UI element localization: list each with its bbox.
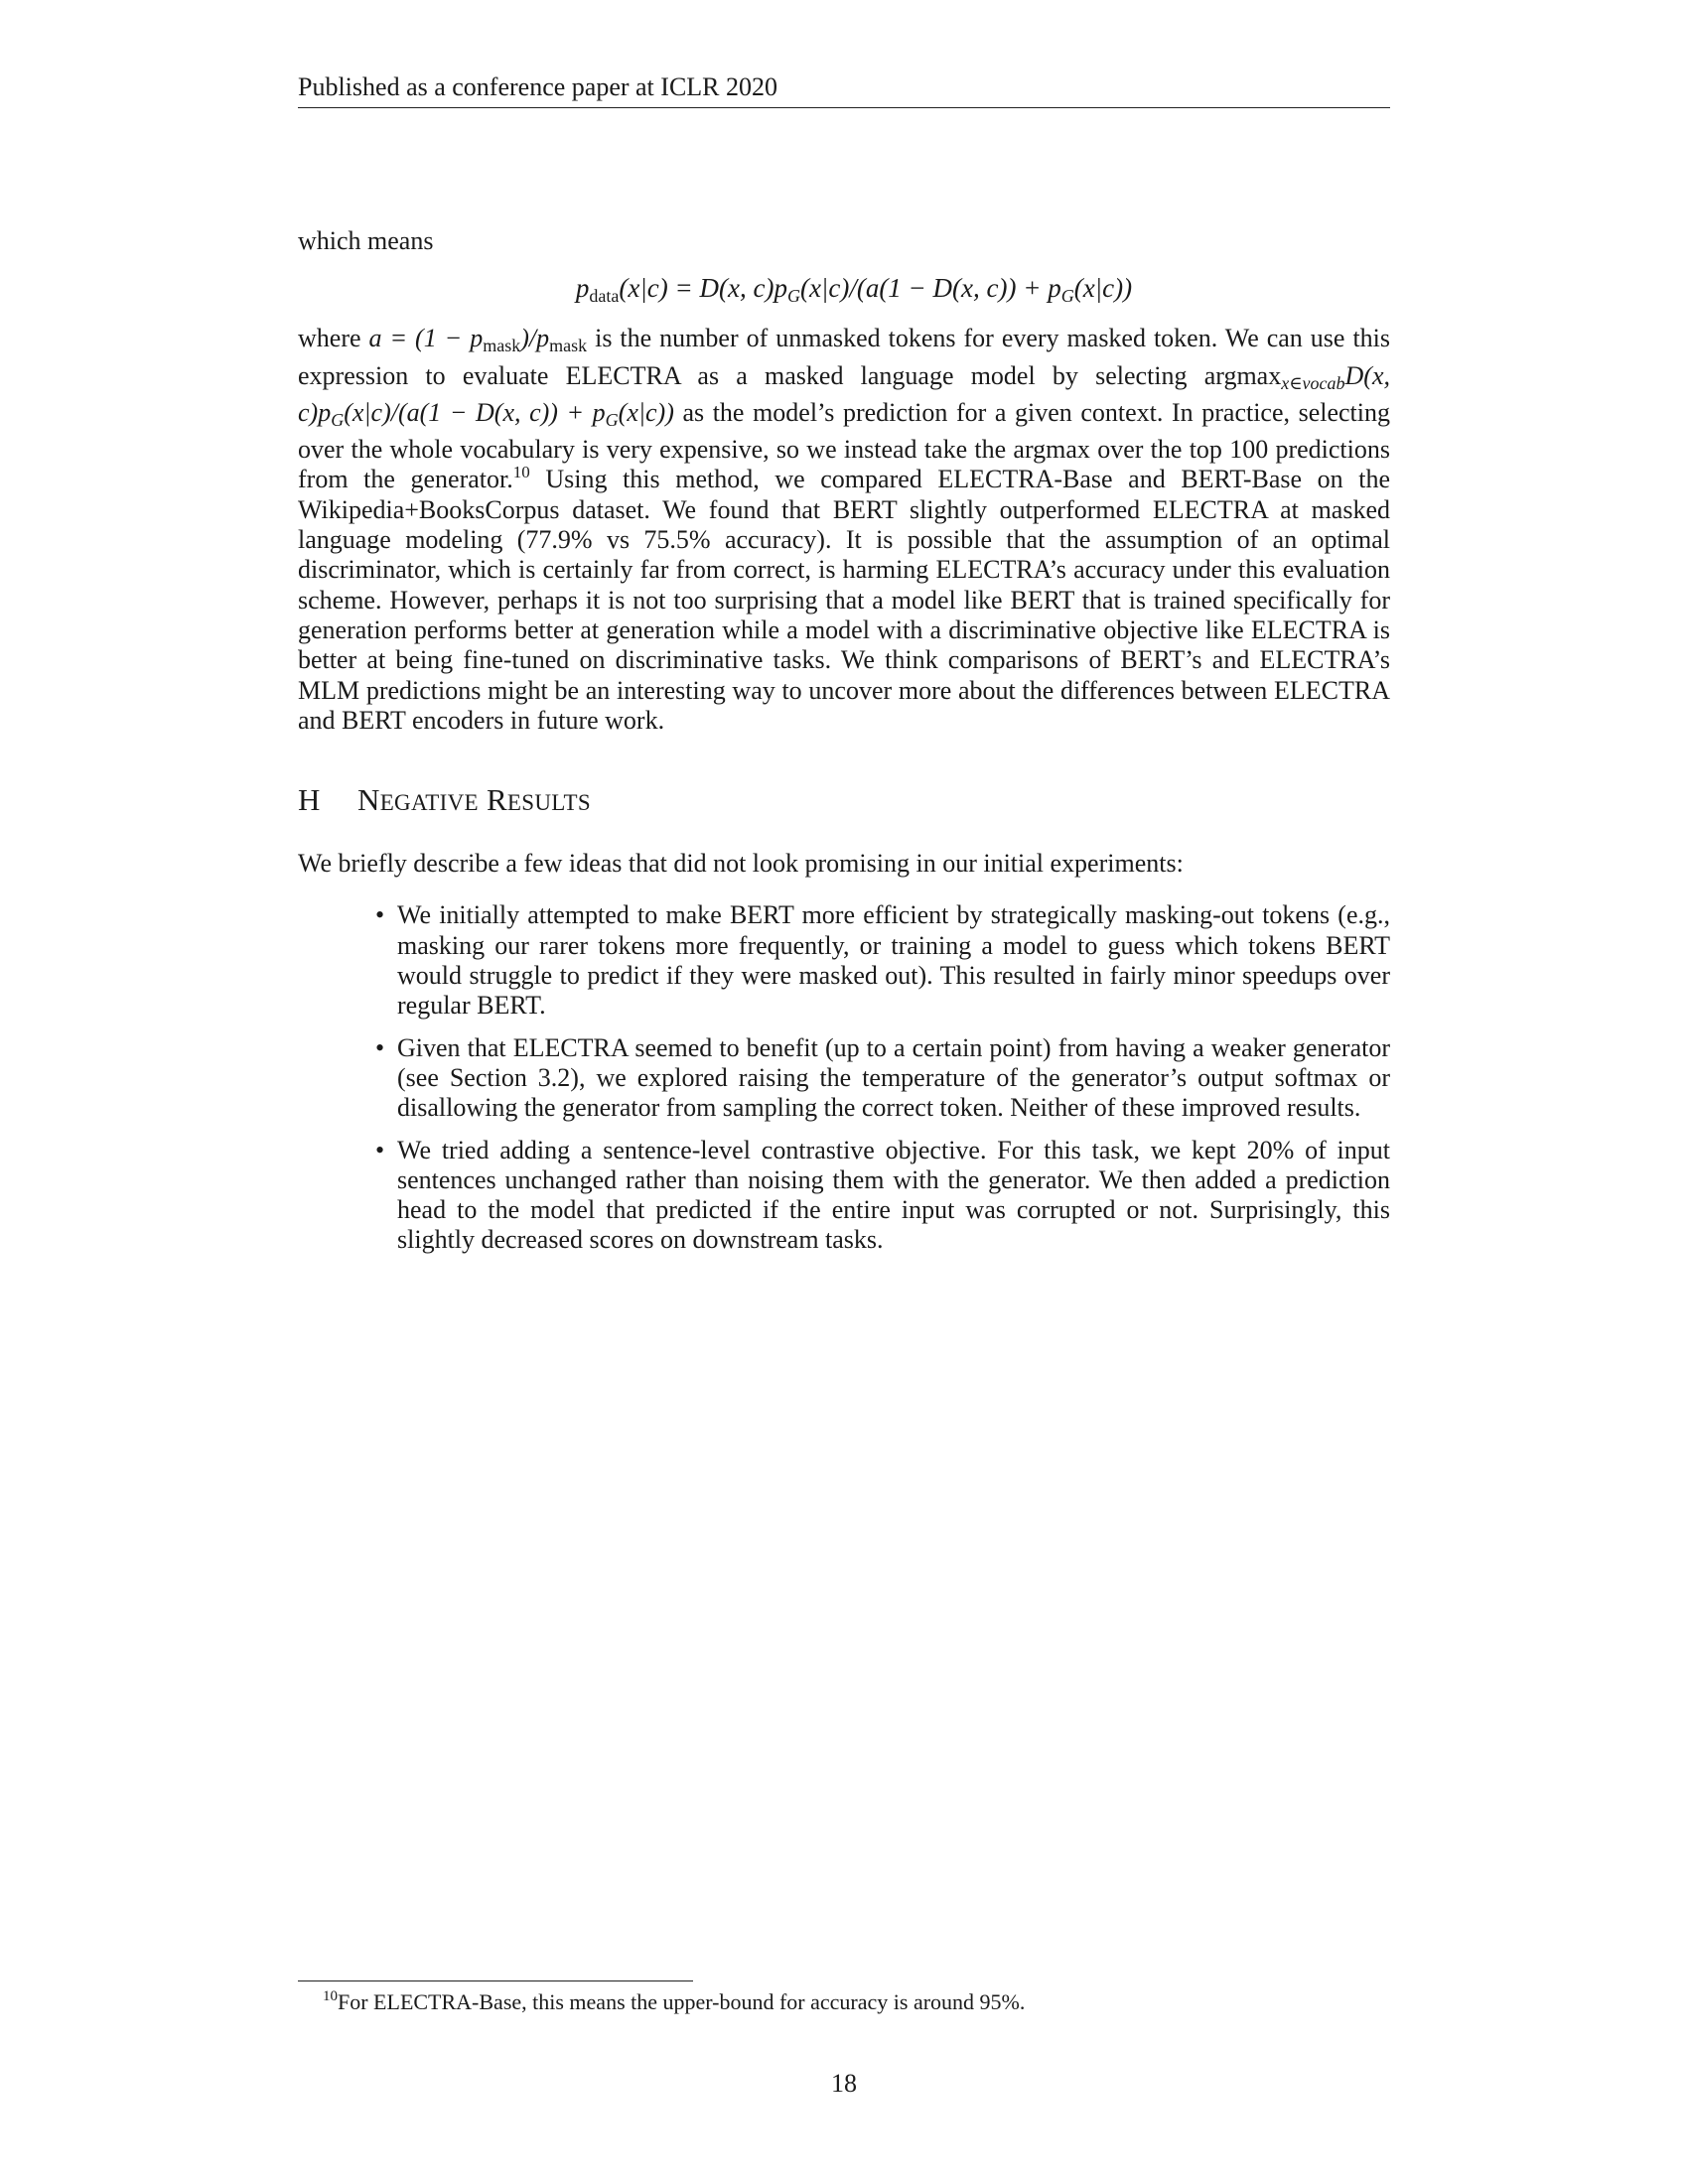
- footnote-text: For ELECTRA-Base, this means the upper-bound for accuracy is around 95%.: [338, 1989, 1026, 2014]
- negative-results-list: [298, 900, 1390, 1255]
- bullet-icon: •: [375, 900, 385, 930]
- section-title: NEGATIVE RESULTS: [357, 782, 591, 818]
- page-content: [298, 226, 1390, 1268]
- bullet-icon: •: [375, 1032, 385, 1062]
- equation-pdata: $p_{data}(x|c) = D(x$, c)pG(x|c)/(a(1 − D(x, c)) + pG(x|c)): [575, 273, 1133, 307]
- running-header: Published as a conference paper at ICLR 2020: [298, 69, 1390, 108]
- list-item: • Given that ELECTRA seemed to benefit (up to a certain point) from having a weaker generator (see Section 3.2), we explored raising the temperature of the generator’s output softmax or disallowing the generator from sampling the correct token. Neither of these improved results.: [375, 1032, 1390, 1123]
- list-item: • We initially attempted to make BERT more efficient by strategically masking-out tokens (e.g., masking our rarer tokens more frequently, or training a model to guess which tokens BERT would struggle to predict if they were masked out). This resulted in fairly minor speedups over regular BERT.: [375, 900, 1390, 1021]
- footnote-divider: [298, 1980, 693, 1981]
- paper-page: [298, 0, 1390, 2184]
- footnote-reference[interactable]: 10: [512, 463, 530, 482]
- section-heading: [298, 780, 1390, 823]
- section-number: H: [298, 782, 321, 818]
- bullet-icon: •: [375, 1135, 385, 1164]
- list-item: • We tried adding a sentence-level contrastive objective. For this task, we kept 20% of input sentences unchanged rather than noising them with the generator. We then added a prediction head to the model that predicted if the entire input was corrupted or not. Surprisingly, this slightly decreased scores on downstream tasks.: [375, 1135, 1390, 1255]
- footnote: [323, 1988, 1390, 2016]
- page-number: 18: [831, 2069, 857, 2098]
- lead-in-text: which means: [298, 226, 434, 255]
- section-intro: We briefly describe a few ideas that did not look promising in our initial experiments:: [298, 849, 1184, 879]
- footnote-mark: 10: [323, 1988, 338, 2004]
- paragraph-mlm-evaluation: where $a = (1 - p_{mask})/p_{mask}$ is the number of unmasked tokens for every masked token. We can use this expression to evaluate ELECTRA as a masked language model by selecting argmaxx∈vocabD(x, c)pG(x|c)/(a(1 − D(x, c)) + pG(x|c)) as the model’s prediction for a given context. In practice, selecting over the whole vocabulary is very expensive, so we instead take the argmax over the top 100 predictions from the generator.$^{10}$ Using this method, we compared ELECTRA-Base and BERT-Base on the Wikipedia+BooksCorpus dataset. We found that BERT slightly outperformed ELECTRA at masked language modeling (77.9% vs 75.5% accuracy). It is possible that the assumption of an optimal discriminator, which is certainly far from correct, is harming ELECTRA’s accuracy under this evaluation scheme. However, perhaps it is not too surprising that a model like BERT that is trained specifically for generation performs better at generation while a model with a discriminative objective like ELECTRA is better at being fine-tuned on discriminative tasks. We think comparisons of BERT’s and ELECTRA’s MLM predictions might be an interesting way to uncover more about the differences between ELECTRA and BERT encoders in future work.: [298, 324, 1391, 735]
